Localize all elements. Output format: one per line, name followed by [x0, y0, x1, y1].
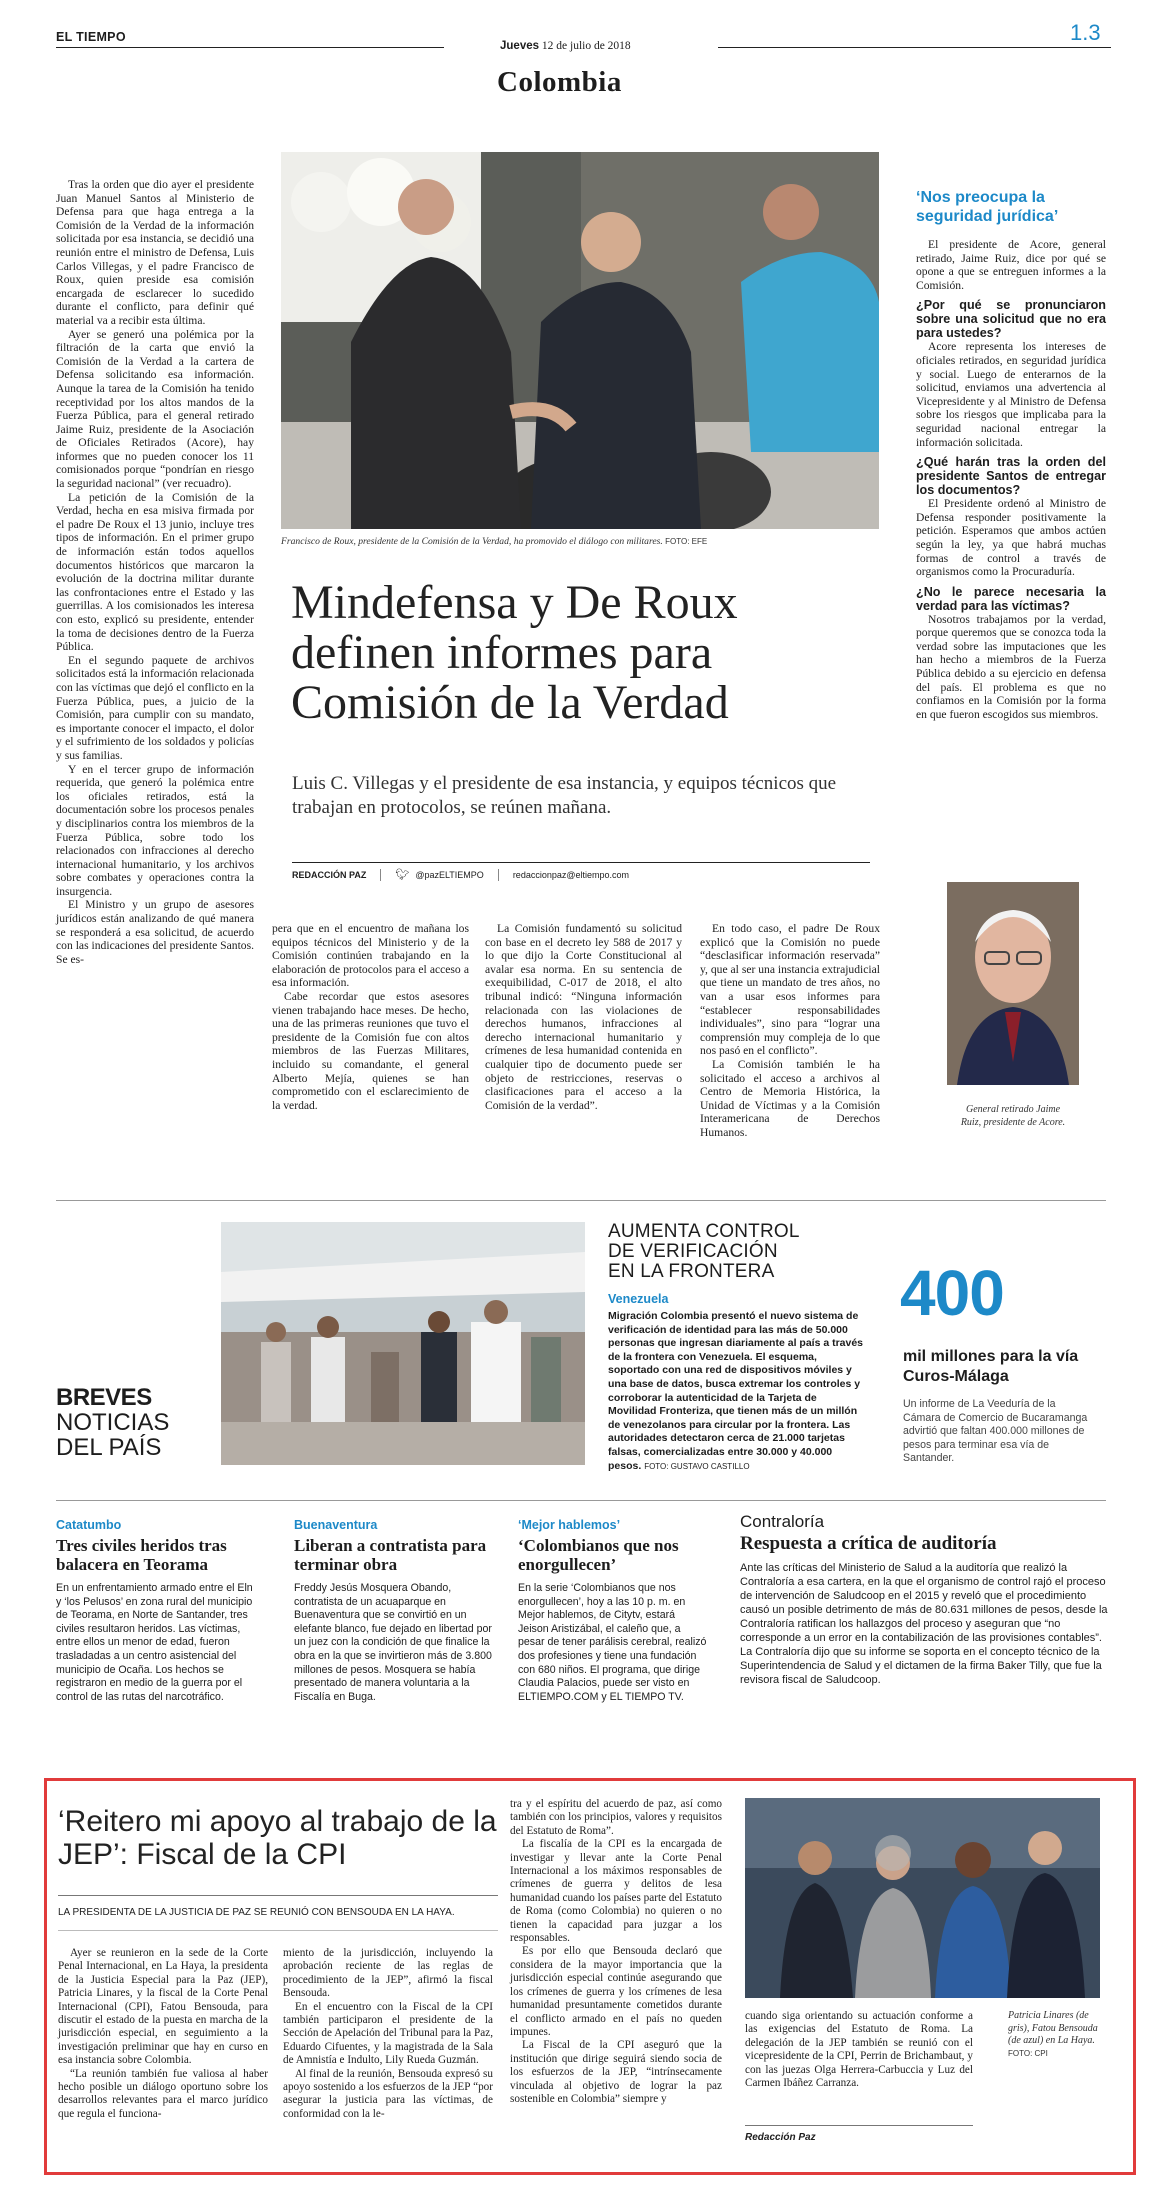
- jep-byline: Redacción Paz: [745, 2132, 816, 2143]
- jep-rule-2: [58, 1930, 498, 1931]
- main-headline: Mindefensa y De Roux definen informes para Comisión de la Verdad: [291, 576, 738, 729]
- jep-column-4: cuando siga orientando su actuación conforme a las exigencias del Estatuto de Roma. La delegación de la JEP también se reunió con el vicepresidente de la CPI, Perrin de Brichambaut, y con las juezas Olga Herrera-Carbuccia y Luz del Carmen Ibáñez Carranza.: [745, 2010, 973, 2090]
- article-column-3: La Comisión fundamentó su solicitud con base en el decreto ley 588 de 2017 y lo que dijo la Corte Constitucional al avalar esa norma. En su sentencia de exequibilidad, C-017 de 2018, el alto tribunal indicó: “Ninguna información relacionada con las violaciones de derechos humanos, infracciones al derecho internacional humanitario y crímenes de lesa humanidad contenida en cualquier tipo de documento puede ser objeto de restricciones, reservas o clasificaciones para el acceso a la Comisión de la verdad”.: [485, 922, 682, 1112]
- article-left-column: Tras la orden que dio ayer el presidente Juan Manuel Santos al Ministerio de Defensa para que haga entrega a la Comisión de la Verdad de la información solicitada por esa instancia, se decidió una reunión entre el ministro de Defensa, Luis Carlos Villegas, y el padre Francisco de Roux, quien preside esa comisión encargada de esclarecer lo sucedido durante el conflicto, para definir qué material va a recibir esta última. Ayer se generó una polémica por la filtración de la carta que envió la Comisión de la Verdad a la cartera de Defensa solicitando esa información. Aunque la tarea de la Comisión ha tenido receptividad por los altos mandos de la Fuerza Pública, para el general retirado Jaime Ruiz, presidente de la Asociación de Oficiales Retirados (Acore), hay informes que no pueden conocer los 11 comisionados porque “pondrían en riesgo la seguridad nacional” (ver recuadro). La petición de la Comisión de la Verdad, hecha en esa misiva firmada por el padre De Roux el 13 junio, incluye tres tipos de información. En el primer grupo de información están todos aquellos documentos históricos que marcaron la evolución de la doctrina militar durante las confrontaciones entre el Estado y las guerrillas. A los comisionados les interesa con esto, explicó su presidente, entender la toma de decisiones dentro de la Fuerza Pública. En el segundo paquete de archivos solicitados está la información relacionada con las víctimas que dejó el conflicto en la Fuerza Pública, pues, a juicio de la Comisión, para cumplir con su mandato, es importante conocer el impacto, el dolor y el sufrimiento de los soldados y policías y sus familias. Y en el tercer grupo de información requerida, que generó la polémica entre los oficiales retirados, está la documentación sobre los procesos penales y disciplinarios contra los miembros de la Fuerza Pública, sobre todo los relacionados con infracciones al derecho internacional humanitario, y los archivos sobre combates y operaciones contra la insurgencia. El Ministro y un grupo de asesores jurídicos están analizando de qué manera se responderá a esa solicitud, de acuerdo con las indicaciones del presidente Santos. Se es-: [56, 178, 254, 966]
- sidebar-interview: El presidente de Acore, general retirado, Jaime Ruiz, dice por qué se opone a que se entreguen informes a la Comisión. ¿Por qué se pronunciaron sobre una solicitud que no era para ustedes? Acore representa los intereses de oficiales retirados, en seguridad jurídica y social. Luego de enterarnos de la solicitud, enviamos una advertencia al Vicepresidente y al Ministro de Defensa sobre los riesgos que implicaba para la seguridad nacional entregar la información solicitada. ¿Qué harán tras la orden del presidente Santos de entregar los documentos? El Presidente ordenó al Ministro de Defensa responder positivamente la petición. Esperamos que ambos actúen según la ley, ya que habrá muchas formas de control a través de organismos como la Procuraduría. ¿No le parece necesaria la verdad para las víctimas? Nosotros trabajamos por la verdad, porque queremos que se conozca toda la verdad sobre las imputaciones que les han hecho a miembros de la Fuerza Pública debido a su ejercicio en defensa del país. El problema es que no confiamos en la Comisión por la forma en que fueron escogidos sus miembros.: [916, 238, 1106, 721]
- brief-item: Catatumbo Tres civiles heridos tras balacera en Teorama En un enfrentamiento armado entre el Eln y ‘los Pelusos’ en zona rural del municipio de Teorama, en Norte de Santander, tres civiles resultaron heridos. Las víctimas, entre ellos un menor de edad, fueron trasladadas a un centro asistencial del municipio de Ocaña. Los hechos se registraron en medio de la guerra por el control de las rutas del narcotráfico.: [56, 1518, 253, 1703]
- header-rule-right: [718, 47, 1111, 48]
- question: ¿No le parece necesaria la verdad para las víctimas?: [916, 584, 1106, 613]
- venezuela-title: AUMENTA CONTROL DE VERIFICACIÓN EN LA FRONTERA: [608, 1221, 799, 1282]
- main-photo: [281, 152, 879, 529]
- brief-item-contraloria: Contraloría Respuesta a crítica de auditoría Ante las críticas del Ministerio de Salud a la auditoría que realizó la Contraloría a esa cartera, en la que el organismo de control rajó el proceso de intervención de Saludcoop en el 2015 y reveló que el procedimiento causó un posible detrimento de más de 80.631 millones de pesos, desde la Contraloría ratifican los hallazgos del proceso y aseguran que “no corresponde a un error en la contabilización de las provisiones contables”. La Contraloría dijo que su informe se soporta en el concepto técnico de la Superintendencia de Salud y el dictamen de la firma Baker Tilly, que fue la revisora fiscal de Saludcoop.: [740, 1512, 1108, 1686]
- question: ¿Qué harán tras la orden del presidente Santos de entregar los documentos?: [916, 455, 1106, 498]
- main-subhead: Luis C. Villegas y el presidente de esa instancia, y equipos técnicos que trabajan en protocolos, se reúnen mañana.: [292, 773, 837, 818]
- brief-item: ‘Mejor hablemos’ ‘Colombianos que nos enorgullecen’ En la serie ‘Colombianos que nos enorgullecen’, hoy a las 10 p. m. en Mejor hablemos, de Citytv, estará Jeison Aristizábal, el caleño que, a pesar de tener parálisis cerebral, realizó dos profesiones y tiene una fundación con 680 niños. El programa, que dirige Claudia Palacios, puede ser visto en ELTIEMPO.COM y EL TIEMPO TV.: [518, 1518, 707, 1703]
- header-rule-left: [56, 47, 444, 48]
- jep-column-3: tra y el espíritu del acuerdo de paz, así como también con los principios, valores y requisitos del Estatuto de Roma”. La fiscalía de la CPI es la encargada de investigar y llevar ante la Corte Penal Internacional a los máximos responsables de crímenes de guerra y delitos de lesa humanidad cuando los países parte del Estatuto de Roma (como Colombia) no quieren o no tienen la capacidad para juzgar a los responsables. Es por ello que Bensouda declaró que considera de la mayor importancia que la jurisdicción especial continúe asegurando que los crímenes de guerra y los crímenes de lesa humanidad presuntamente cometidos durante el conflicto armado en el país no queden impunes. La Fiscal de la CPI aseguró que la institución que dirige seguirá siendo socia de los esfuerzos de la JEP, “intrínsecamente vinculada al objetivo de lograr la paz sostenible en Colombia” siempre y: [510, 1798, 722, 2105]
- page-number: 1.3: [1070, 20, 1101, 45]
- sidebar-title: ‘Nos preocupa la seguridad jurídica’: [916, 189, 1059, 225]
- jep-photo-caption: Patricia Linares (de gris), Fatou Bensouda (de azul) en La Haya. FOTO: CPI: [1008, 2010, 1098, 2058]
- twitter-handle[interactable]: @pazELTIEMPO: [415, 869, 484, 880]
- stat-body: Un informe de La Veeduría de la Cámara de Comercio de Bucaramanga advirtió que faltan 400.000 millones de pesos para terminar esa vía de Santander.: [903, 1398, 1088, 1465]
- breves-rule-mid: [56, 1500, 1106, 1501]
- portrait-photo: [947, 882, 1079, 1085]
- stat-number: 400: [900, 1257, 1004, 1329]
- jep-photo: [745, 1798, 1100, 1998]
- twitter-icon: 🐦︎: [395, 869, 410, 881]
- stat-label: mil millones para la vía Curos-Málaga: [903, 1348, 1079, 1385]
- jep-headline: ‘Reitero mi apoyo al trabajo de la JEP’: Fiscal de la CPI: [58, 1805, 497, 1871]
- breves-rule-top: [56, 1200, 1106, 1201]
- byline-rule-top: [292, 862, 870, 863]
- jep-column-1: Ayer se reunieron en la sede de la Corte Penal Internacional, en La Haya, la presidenta de la Justicia Especial para la Paz (JEP), Patricia Linares, y la fiscal de la Corte Penal Internacional (CPI), Fatou Bensouda, para discutir el estado de la puesta en marcha de la jurisdicción especial, en seguimiento a la investigación preliminar que hay en curso en esa instancia sobre Colombia. “La reunión también fue valiosa al haber hecho posible un diálogo oportuno sobre los desarrollos relevantes para el marco jurídico que regula el funciona-: [58, 1947, 268, 2120]
- venezuela-body: Migración Colombia presentó el nuevo sistema de verificación de identidad para las más de 50.000 personas que ingresan diariamente al país a través de la frontera con Venezuela. El esquema, soportado con una red de dispositivos móviles y una base de datos, busca extremar los controles y corroborar la autenticidad de la Tarjeta de Movilidad Fronteriza, que tienen más de un millón de venezolanos para circular por la frontera. Las autoridades detectaron cerca de 21.000 tarjetas falsas, comercializadas entre 30.000 y 40.000 pesos. FOTO: GUSTAVO CASTILLO: [608, 1310, 864, 1472]
- article-column-4: En todo caso, el padre De Roux explicó que la Comisión no puede “desclasificar información reservada” y, que al ser una instancia extrajudicial que tiene un mandato de tres años, no van a usar esos informes para “establecer responsabilidades individuales”, sino para “lograr una comprensión muy compleja de lo que nos pasó en el conflicto”. La Comisión también le ha solicitado el acceso a archivos al Centro de Memoria Histórica, la Unidad de Víctimas y a la Comisión Interamericana de Derechos Humanos.: [700, 922, 880, 1139]
- byline: REDACCIÓN PAZ: [292, 869, 367, 880]
- jep-byline-rule: [745, 2125, 973, 2126]
- portrait-caption: General retirado Jaime Ruiz, presidente de Acore.: [960, 1104, 1066, 1128]
- section-title: Colombia: [497, 66, 622, 98]
- question: ¿Por qué se pronunciaron sobre una solicitud que no era para ustedes?: [916, 298, 1106, 341]
- brief-item: Buenaventura Liberan a contratista para terminar obra Freddy Jesús Mosquera Obando, contratista de un acuaparque en Buenaventura que se convirtió en un elefante blanco, fue dejado en libertad por un juez con la condición de que finalice la obra en la que se invirtieron más de 3.800 millones de pesos. Mosquera se había presentado de manera voluntaria a la Fiscalía en Buga.: [294, 1518, 492, 1703]
- border-photo: [221, 1222, 585, 1465]
- jep-column-2: miento de la jurisdicción, incluyendo la aprobación reciente de las reglas de procedimiento de la JEP”, afirmó la fiscal Bensouda. En el encuentro con la Fiscal de la CPI también participaron el presidente de la Sección de Apelación del Tribunal para la Paz, Eduardo Cifuentes, y la magistrada de la Sala de Amnistía e Indulto, Lily Rueda Guzmán. Al final de la reunión, Bensouda expresó su apoyo sostenido a los esfuerzos de la JEP “por asegurar la justicia para las víctimas, de conformidad con la le-: [283, 1947, 493, 2120]
- jep-dek: LA PRESIDENTA DE LA JUSTICIA DE PAZ SE REUNIÓ CON BENSOUDA EN LA HAYA.: [58, 1907, 455, 1918]
- byline-bar: [292, 868, 870, 881]
- article-column-2: pera que en el encuentro de mañana los equipos técnicos del Ministerio y de la Comisión continúen trabajando en la elaboración de protocolos para el acceso a esa información. Cabe recordar que estos asesores vienen trabajando hace meses. De hecho, una de las primeras reuniones que tuvo el presidente de la Comisión fue con altos miembros de las Fuerzas Militares, incluido su comandante, el general Alberto Mejía, quienes se han comprometido con el esclarecimiento de la verdad.: [272, 922, 469, 1112]
- byline-email[interactable]: redaccionpaz@eltiempo.com: [512, 869, 630, 880]
- issue-date: Jueves 12 de julio de 2018: [500, 40, 631, 52]
- breves-label: BREVES NOTICIAS DEL PAÍS: [56, 1384, 170, 1461]
- jep-rule: [58, 1895, 498, 1896]
- paper-name: EL TIEMPO: [56, 30, 126, 44]
- main-photo-caption: Francisco de Roux, presidente de la Comisión de la Verdad, ha promovido el diálogo con militares. FOTO: EFE: [281, 536, 708, 547]
- venezuela-kicker: Venezuela: [608, 1292, 669, 1306]
